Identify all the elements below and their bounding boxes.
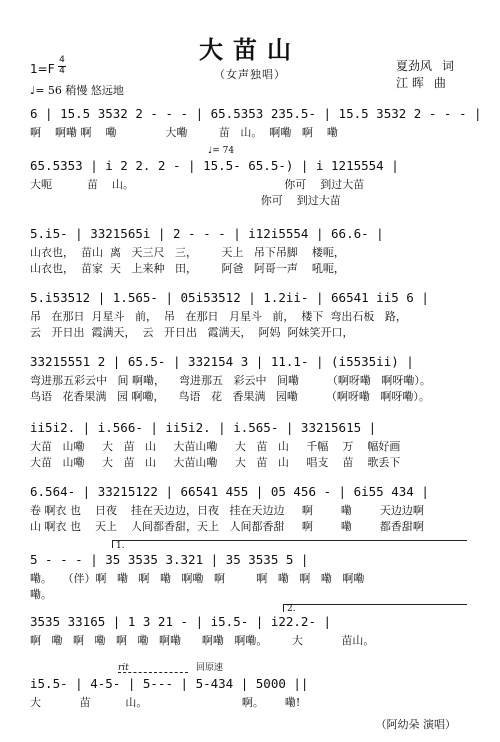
notation-line: 6.564- | 33215122 | 66541 455 | 05 456 - | 6i55 434 |: [30, 484, 429, 499]
lyric-verse-2: 山衣也， 苗家 天 上来种 田， 阿爸 阿哥一声 吼呃，: [30, 262, 345, 275]
lyric-verse-2: 嘞。: [30, 588, 52, 601]
lyric-verse-1: 弯进那五彩云中 间 啊嘞， 弯进那五 彩云中 间嘞 （啊呀嘞 啊呀嘞）。: [30, 374, 431, 387]
lyric-verse-1: 啊 嘞 啊 嘞 啊 嘞 啊嘞 啊嘞 啊嘞。 大 苗山。: [30, 634, 375, 647]
lyric-verse-2: 鸟语 花香果满 园 啊嘞， 鸟语 花 香果满 园嘞 （啊呀嘞 啊呀嘞）。: [30, 390, 430, 403]
notation-line: ii5i2. | i.566- | ii5i2. | i.565- | 33215615 |: [30, 420, 377, 435]
composer-role: 曲: [433, 76, 446, 90]
meter-bottom: 4: [59, 66, 65, 76]
tempo-change: ♩= 74: [208, 146, 235, 156]
page-title: 大苗山: [199, 36, 301, 64]
meter-top: 4: [59, 55, 65, 65]
lyric-verse-1: 大苗 山嘞 大 苗 山 大苗山嘞 大 苗 山 千幅 万 幅好画: [30, 440, 401, 453]
volta-bracket-start: [283, 604, 284, 612]
notation-line: 6 | 15.5 3532 2 - - - | 65.5353 235.5- | 15.5 3532 2 - - - |: [30, 106, 482, 121]
lyric-verse-2: 大苗 山嘞 大 苗 山 大苗山嘞 大 苗 山 唱支 苗 歌丢下: [30, 456, 401, 469]
notation-line: 5.i53512 | 1.565- | 05i53512 | 1.2ii- | 66541 ii5 6 |: [30, 290, 429, 305]
composer-name: 江 晖: [396, 76, 424, 90]
lyric-verse-2: 你可 到过大苗: [30, 194, 341, 207]
notation-line: 5 - - - | 35 3535 3.321 | 35 3535 5 |: [30, 552, 309, 567]
volta-label: 1.: [116, 541, 125, 551]
lyric-verse-1: 大呃 苗 山。 你可 到过大苗: [30, 178, 365, 191]
lyric-verse-1: 嘞。 （伴）啊 嘞 啊 嘞 啊嘞 啊 啊 嘞 啊 嘞 啊嘞: [30, 572, 365, 585]
tempo-marking: ♩= 56 稍慢 悠远地: [30, 84, 124, 97]
lyricist-name: 夏劲风: [396, 59, 433, 73]
volta-bracket: [283, 604, 467, 605]
notation-line: 65.5353 | i 2 2. 2 - | 15.5- 65.5-) | i 1215554 |: [30, 158, 399, 173]
lyric-verse-2: 云 开日出 霞满天， 云 开日出 霞满天， 阿妈 阿妹笑开口，: [30, 326, 354, 339]
volta-bracket: [112, 540, 467, 541]
notation-line: i5.5- | 4-5- | 5--- | 5-434 | 5000 ||: [30, 676, 309, 691]
lyric-verse-1: 吊 在那日 月星斗 前， 吊 在那日 月星斗 前， 楼下 弯出石板 路，: [30, 310, 407, 323]
rit-mark: rit: [118, 663, 129, 673]
rit-dashes: [118, 672, 188, 674]
subtitle: （女声独唱）: [214, 68, 286, 81]
lyricist-role: 词: [442, 59, 455, 73]
notation-line: 33215551 2 | 65.5- | 332154 3 | 11.1- | (i5535ii) |: [30, 354, 414, 369]
lyric-verse-1: 山衣也， 苗山 离 天三尺 三， 天上 吊下吊脚 楼呃，: [30, 246, 345, 259]
volta-label: 2.: [287, 604, 296, 614]
time-signature: [58, 56, 66, 76]
volta-bracket-start: [112, 540, 113, 548]
lyric-verse-1: 卷 啊衣 也 日夜 挂在天边边，日夜 挂在天边边 啊 嘞 天边边啊: [30, 504, 424, 517]
lyric-verse-1: 啊 啊嘞 啊 嘞 大嘞 苗 山。 啊嘞 啊 嘞: [30, 126, 338, 139]
a-tempo-mark: 回原速: [196, 663, 224, 673]
lyric-verse-2: 山 啊衣 也 天上 人间都香甜，天上 人间都香甜 啊 嘞 都香甜啊: [30, 520, 424, 533]
notation-line: 5.i5- | 3321565i | 2 - - - | i12i5554 | 66.6- |: [30, 226, 384, 241]
notation-line: 3535 33165 | 1 3 21 - | i5.5- | i22.2- |: [30, 614, 332, 629]
lyric-verse-1: 大 苗 山。 啊。 嘞!: [30, 696, 301, 709]
performer-credit: （阿幼朵 演唱）: [375, 718, 456, 731]
credits: [396, 58, 454, 92]
key-signature: 1=F: [30, 62, 55, 76]
